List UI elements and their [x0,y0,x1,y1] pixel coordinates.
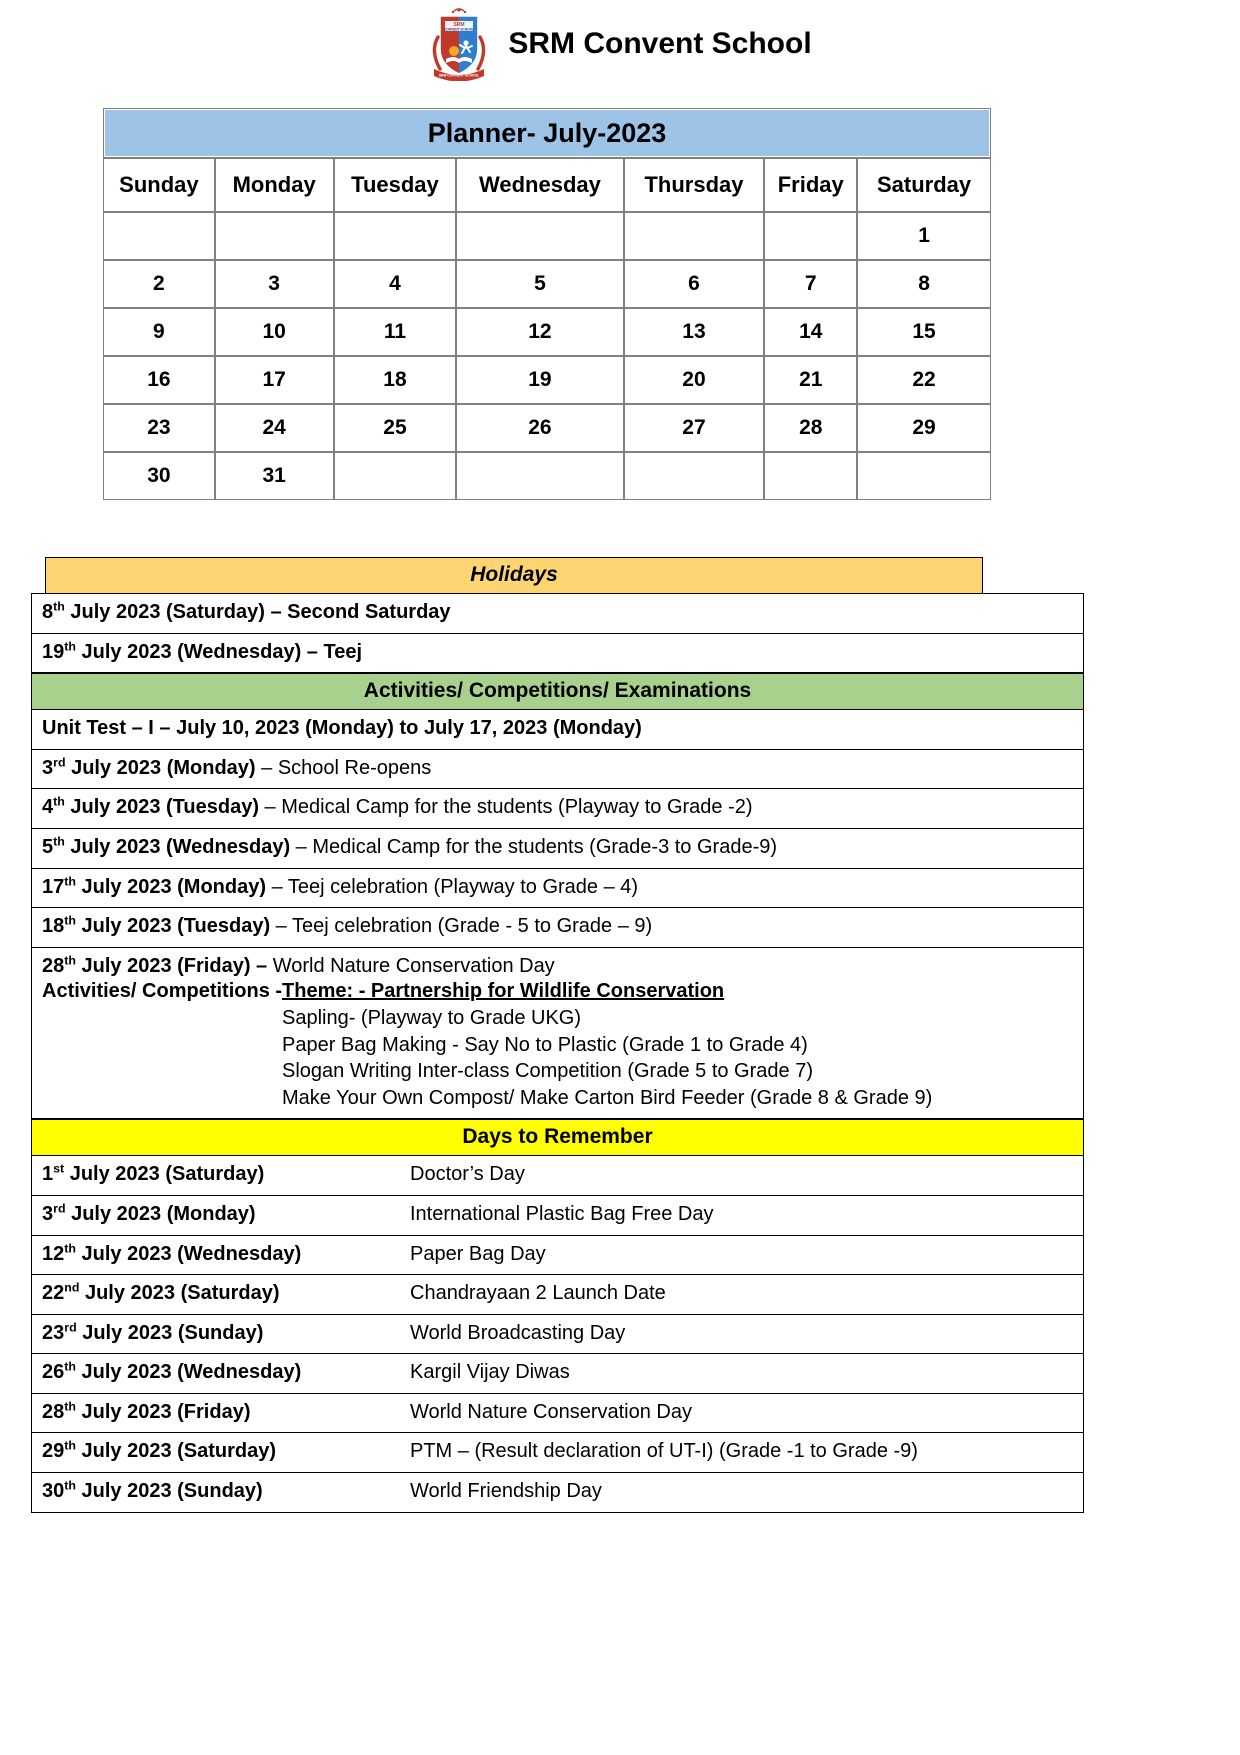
school-crest-logo [428,7,490,81]
calendar-empty-cell[interactable] [624,212,765,260]
nature-sub-item: Make Your Own Compost/ Make Carton Bird Feeder (Grade 8 & Grade 9) [282,1086,933,1109]
days-to-remember-rows [31,1156,1084,1512]
activity-item: 3rd July 2023 (Monday) – School Re-opens [31,750,1084,790]
calendar-day-cell[interactable]: 15 [857,308,991,356]
calendar-day-cell[interactable]: 20 [624,356,765,404]
holiday-item: 8th July 2023 (Saturday) – Second Saturday [31,593,1084,634]
calendar-week-row [103,404,991,452]
calendar-day-cell[interactable]: 6 [624,260,765,308]
day-to-remember-item [31,1354,1084,1394]
calendar-day-cell[interactable]: 3 [215,260,334,308]
day-to-remember-event: World Broadcasting Day [410,1321,626,1344]
activity-item: 18th July 2023 (Tuesday) – Teej celebration (Grade - 5 to Grade – 9) [31,908,1084,948]
calendar-day-cell[interactable]: 28 [764,404,857,452]
nature-sub-item: Sapling- (Playway to Grade UKG) [282,1006,582,1029]
calendar-week-row [103,260,991,308]
day-to-remember-date: 22nd July 2023 (Saturday) [42,1280,280,1305]
day-to-remember-item [31,1236,1084,1276]
day-to-remember-event: World Friendship Day [410,1480,602,1503]
day-to-remember-date: 12th July 2023 (Wednesday) [42,1240,302,1265]
calendar-dow-friday: Friday [764,158,857,212]
calendar-empty-cell[interactable] [764,452,857,500]
nature-sub-item: Slogan Writing Inter-class Competition (Grade 5 to Grade 7) [282,1060,813,1083]
calendar-title-row [103,108,991,158]
calendar-empty-cell[interactable] [456,452,623,500]
calendar-dow-monday: Monday [215,158,334,212]
calendar-day-cell[interactable]: 25 [334,404,457,452]
calendar-empty-cell[interactable] [334,452,457,500]
calendar-dow-wednesday: Wednesday [456,158,623,212]
calendar-day-cell[interactable]: 18 [334,356,457,404]
day-to-remember-event: World Nature Conservation Day [410,1400,692,1423]
day-to-remember-date: 30th July 2023 (Sunday) [42,1478,263,1503]
calendar-empty-cell[interactable] [764,212,857,260]
calendar-day-cell[interactable]: 10 [215,308,334,356]
activity-item: Unit Test – I – July 10, 2023 (Monday) to July 17, 2023 (Monday) [31,710,1084,750]
calendar-day-cell[interactable]: 11 [334,308,457,356]
day-to-remember-date: 3rd July 2023 (Monday) [42,1201,256,1225]
day-to-remember-item [31,1196,1084,1236]
calendar-week-row [103,212,991,260]
day-to-remember-item [31,1473,1084,1513]
activity-item: 4th July 2023 (Tuesday) – Medical Camp for the students (Playway to Grade -2) [31,789,1084,829]
nature-sub-item: Paper Bag Making - Say No to Plastic (Grade 1 to Grade 4) [282,1033,808,1056]
days-to-remember-heading: Days to Remember [31,1119,1084,1156]
calendar-empty-cell[interactable] [857,452,991,500]
day-to-remember-event: Doctor’s Day [410,1163,525,1186]
svg-text:SRM CONVENT SCHOOL: SRM CONVENT SCHOOL [439,73,480,78]
calendar-empty-cell[interactable] [215,212,334,260]
calendar-week-row [103,356,991,404]
day-to-remember-date: 29th July 2023 (Saturday) [42,1438,277,1463]
activities-heading: Activities/ Competitions/ Examinations [31,673,1084,710]
calendar-day-cell[interactable]: 12 [456,308,623,356]
planner-lists [31,557,1084,1513]
calendar-dow-thursday: Thursday [624,158,765,212]
calendar-empty-cell[interactable] [334,212,457,260]
day-to-remember-date: 23rd July 2023 (Sunday) [42,1320,264,1344]
day-to-remember-event: Chandrayaan 2 Launch Date [410,1282,666,1305]
day-to-remember-date: 26th July 2023 (Wednesday) [42,1359,302,1384]
calendar-day-cell[interactable]: 4 [334,260,457,308]
calendar-day-cell[interactable]: 30 [103,452,215,500]
calendar-day-cell[interactable]: 13 [624,308,765,356]
calendar-empty-cell[interactable] [103,212,215,260]
calendar-day-cell[interactable]: 9 [103,308,215,356]
page-title: SRM Convent School [508,27,812,60]
calendar-day-cell[interactable]: 1 [857,212,991,260]
day-to-remember-item [31,1394,1084,1434]
calendar-dow-row [103,158,991,212]
page-header [0,0,1240,82]
nature-day-line: 28th July 2023 (Friday) – World Nature Conservation Day [42,953,555,977]
day-to-remember-item [31,1156,1084,1196]
calendar-table [103,108,991,500]
day-to-remember-date: 28th July 2023 (Friday) [42,1399,251,1423]
day-to-remember-item [31,1433,1084,1473]
calendar-week-row [103,452,991,500]
calendar-day-cell[interactable]: 17 [215,356,334,404]
nature-theme-line: Activities/ Competitions -Theme: - Partnership for Wildlife Conservation [42,980,725,1003]
day-to-remember-date: 1st July 2023 (Saturday) [42,1161,265,1186]
calendar-day-cell[interactable]: 21 [764,356,857,404]
calendar-week-row [103,308,991,356]
calendar-day-cell[interactable]: 8 [857,260,991,308]
holidays-rows [31,593,1084,673]
holidays-heading: Holidays [45,557,983,593]
calendar-container [103,108,991,500]
day-to-remember-event: Paper Bag Day [410,1242,546,1265]
holiday-item: 19th July 2023 (Wednesday) – Teej [31,634,1084,674]
calendar-empty-cell[interactable] [456,212,623,260]
calendar-day-cell[interactable]: 23 [103,404,215,452]
svg-text:CONVENT SCHOOL: CONVENT SCHOOL [444,27,475,32]
calendar-day-cell[interactable]: 19 [456,356,623,404]
calendar-day-cell[interactable]: 14 [764,308,857,356]
calendar-day-cell[interactable]: 7 [764,260,857,308]
calendar-day-cell[interactable]: 24 [215,404,334,452]
calendar-day-cell[interactable]: 16 [103,356,215,404]
activity-item: 17th July 2023 (Monday) – Teej celebration (Playway to Grade – 4) [31,869,1084,909]
calendar-title: Planner- July-2023 [103,108,991,158]
calendar-dow-tuesday: Tuesday [334,158,457,212]
svg-text:SRM: SRM [453,22,465,28]
calendar-day-cell[interactable]: 31 [215,452,334,500]
activity-item: 5th July 2023 (Wednesday) – Medical Camp for the students (Grade-3 to Grade-9) [31,829,1084,869]
day-to-remember-event: Kargil Vijay Diwas [410,1361,570,1384]
day-to-remember-event: International Plastic Bag Free Day [410,1202,714,1225]
calendar-day-cell[interactable]: 26 [456,404,623,452]
calendar-day-cell[interactable]: 27 [624,404,765,452]
calendar-day-cell[interactable]: 29 [857,404,991,452]
calendar-day-cell[interactable]: 5 [456,260,623,308]
activities-rows [31,710,1084,1119]
calendar-empty-cell[interactable] [624,452,765,500]
day-to-remember-item [31,1275,1084,1315]
calendar-dow-saturday: Saturday [857,158,991,212]
activity-nature-conservation-block [31,948,1084,1120]
day-to-remember-event: PTM – (Result declaration of UT-I) (Grade -1 to Grade -9) [410,1440,918,1463]
calendar-dow-sunday: Sunday [103,158,215,212]
day-to-remember-item [31,1315,1084,1355]
calendar-day-cell[interactable]: 2 [103,260,215,308]
calendar-day-cell[interactable]: 22 [857,356,991,404]
